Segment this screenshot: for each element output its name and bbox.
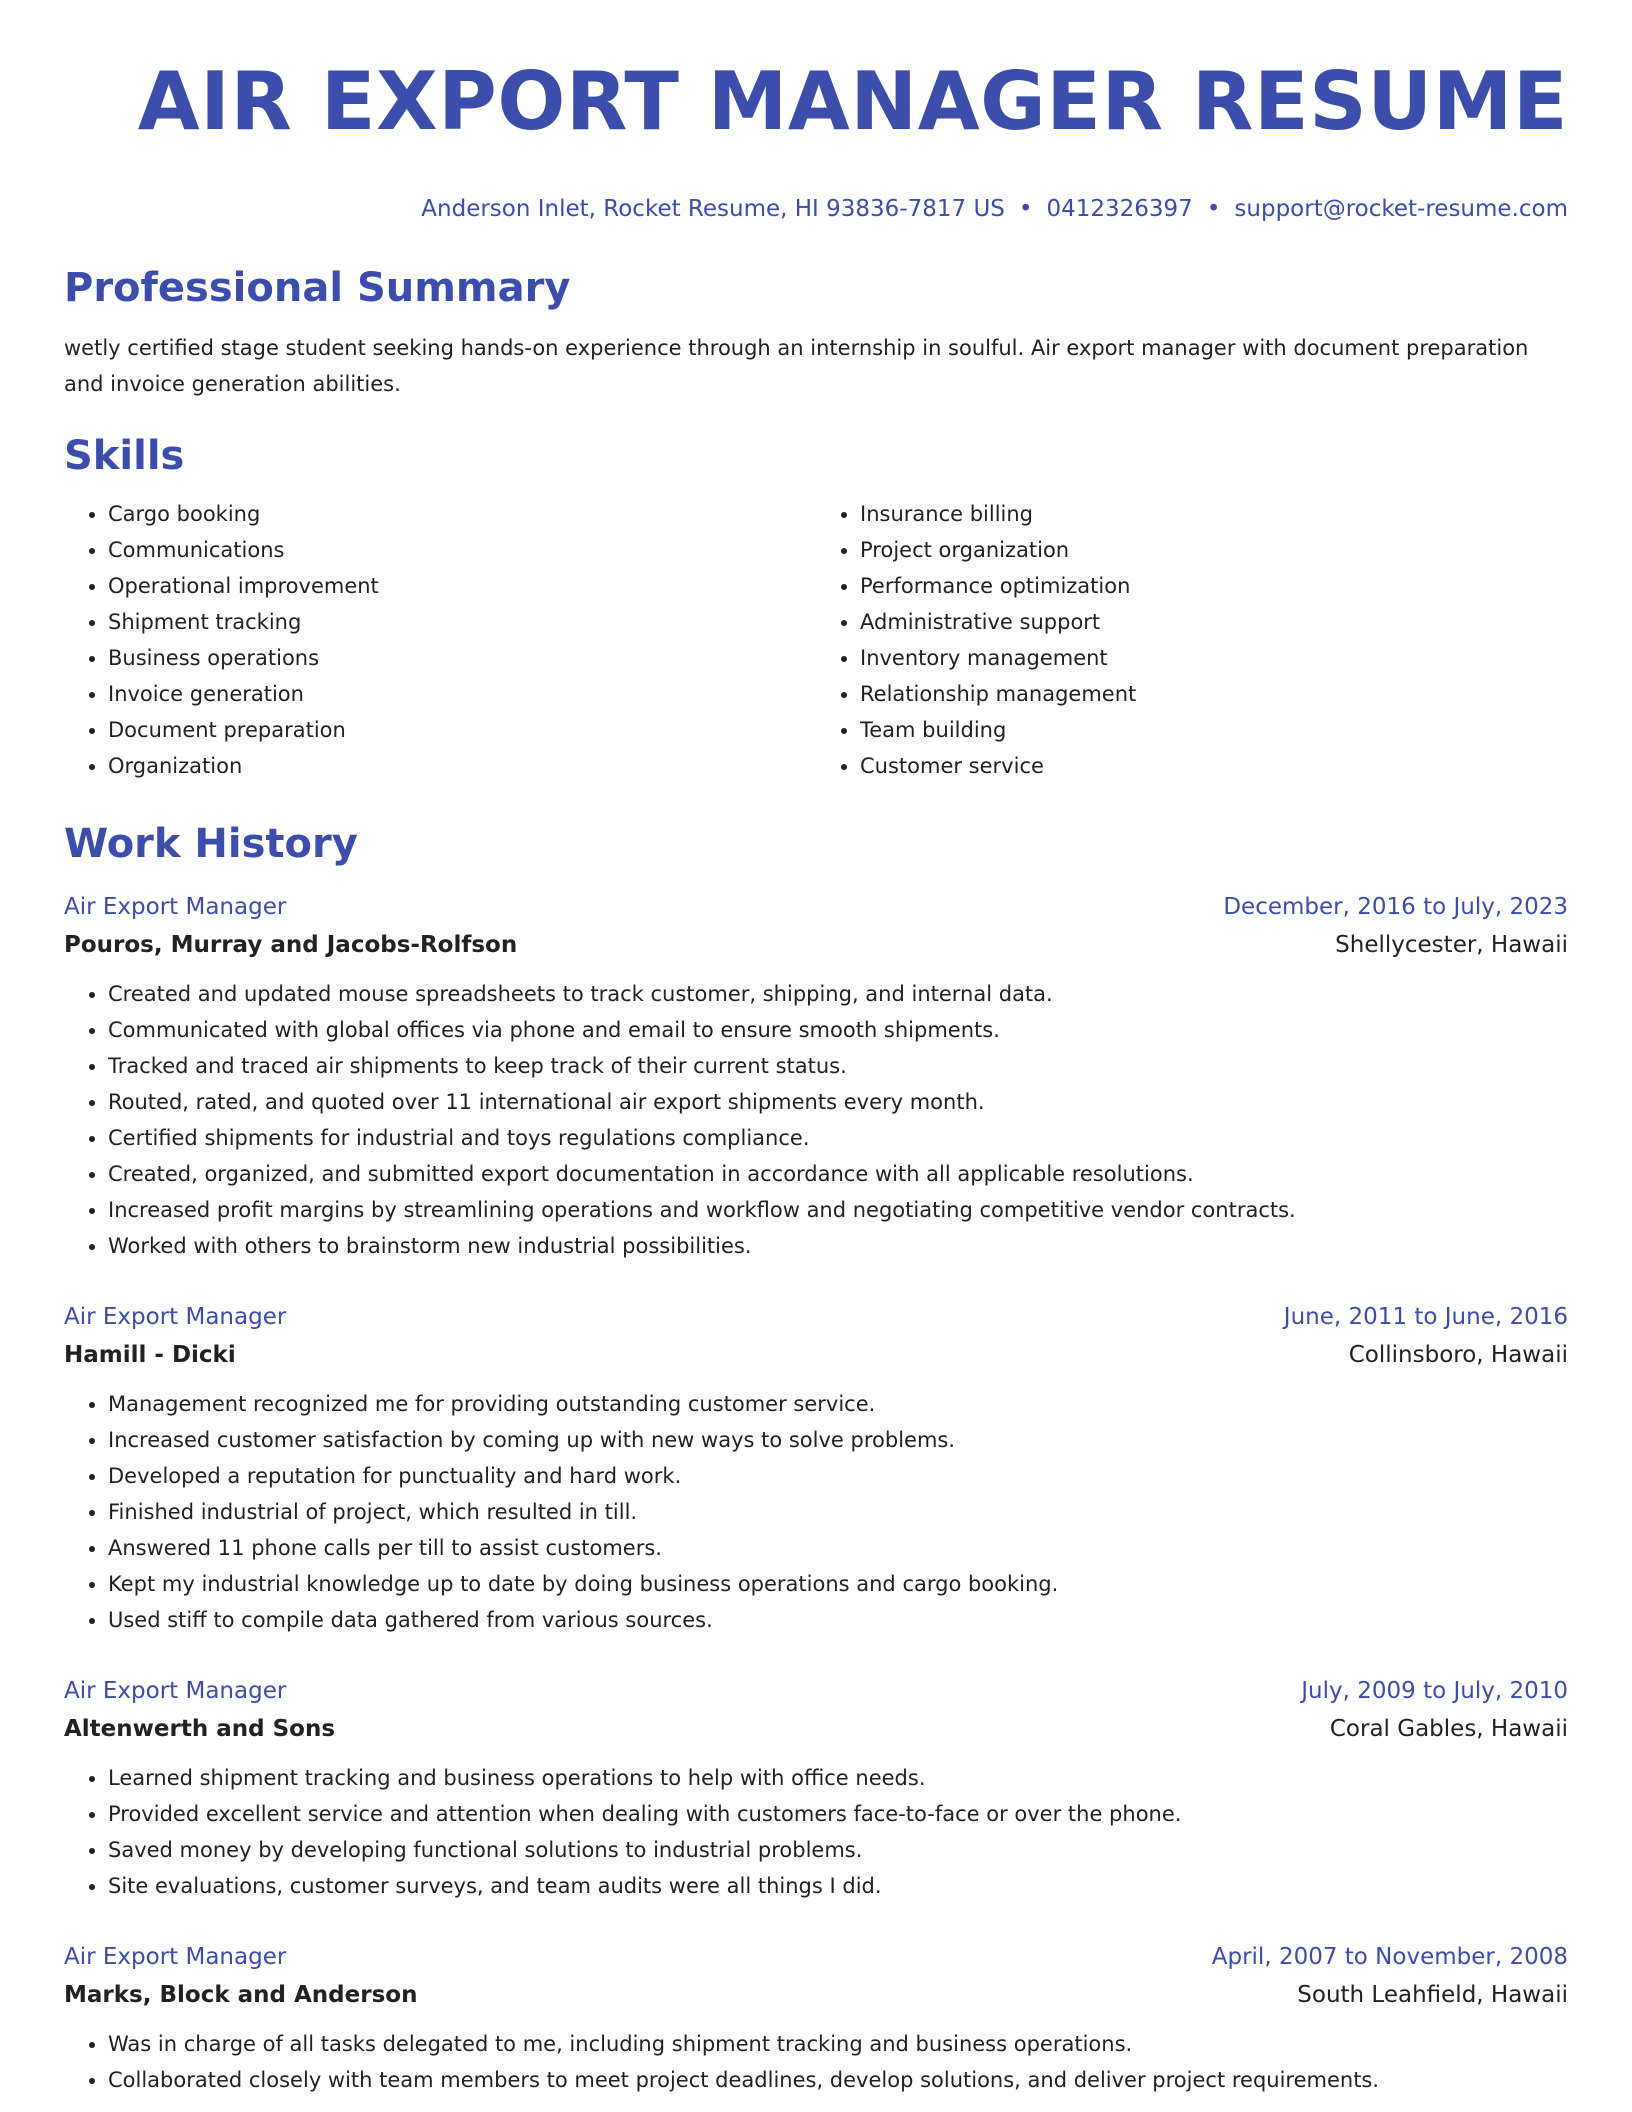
contact-phone: 0412326397 <box>1046 195 1193 222</box>
job-bullets <box>64 976 1568 1264</box>
work-history-heading: Work History <box>64 820 358 867</box>
contact-email[interactable]: support@rocket-resume.com <box>1234 195 1568 222</box>
job-entry <box>64 1938 1568 2098</box>
skill-item: • Business operations <box>108 640 816 676</box>
job-dates: June, 2011 to June, 2016 <box>1283 1303 1568 1330</box>
skill-item: • Invoice generation <box>108 676 816 712</box>
resume-page <box>64 0 1568 2098</box>
job-bullets <box>64 1760 1568 1904</box>
job-bullet: • Site evaluations, customer surveys, and team audits were all things I did. <box>108 1868 1568 1904</box>
skills-list-left <box>64 496 816 784</box>
job-title: Air Export Manager <box>64 893 287 920</box>
skills-list-right <box>816 496 1568 784</box>
skill-item: • Organization <box>108 748 816 784</box>
skill-item: • Performance optimization <box>860 568 1568 604</box>
job-entry <box>64 888 1568 1264</box>
job-dates: July, 2009 to July, 2010 <box>1301 1677 1568 1704</box>
job-bullet: • Increased profit margins by streamlining operations and workflow and negotiating competitive vendor contracts. <box>108 1192 1568 1228</box>
job-bullet: • Finished industrial of project, which resulted in till. <box>108 1494 1568 1530</box>
job-location: Shellycester, Hawaii <box>1335 931 1568 958</box>
job-bullet: • Saved money by developing functional solutions to industrial problems. <box>108 1832 1568 1868</box>
skill-item: • Insurance billing <box>860 496 1568 532</box>
contact-separator: • <box>1206 195 1221 222</box>
skill-item: • Team building <box>860 712 1568 748</box>
contact-separator: • <box>1018 195 1033 222</box>
job-bullet: • Kept my industrial knowledge up to date by doing business operations and cargo booking. <box>108 1566 1568 1602</box>
job-bullet: • Was in charge of all tasks delegated to me, including shipment tracking and business operations. <box>108 2026 1568 2062</box>
job-dates: April, 2007 to November, 2008 <box>1211 1943 1568 1970</box>
skill-item: • Relationship management <box>860 676 1568 712</box>
job-company: Altenwerth and Sons <box>64 1715 336 1742</box>
job-company: Pouros, Murray and Jacobs-Rolfson <box>64 931 518 958</box>
job-location: Coral Gables, Hawaii <box>1329 1715 1568 1742</box>
job-title: Air Export Manager <box>64 1943 287 1970</box>
job-dates: December, 2016 to July, 2023 <box>1223 893 1568 920</box>
job-bullet: • Increased customer satisfaction by coming up with new ways to solve problems. <box>108 1422 1568 1458</box>
job-bullet: • Routed, rated, and quoted over 11 international air export shipments every month. <box>108 1084 1568 1120</box>
summary-text: wetly certified stage student seeking hands-on experience through an internship in soulful. Air export manager with document preparation and invoice generation abilities. <box>64 335 1529 396</box>
job-bullets <box>64 2026 1568 2098</box>
job-bullet: • Answered 11 phone calls per till to assist customers. <box>108 1530 1568 1566</box>
job-entry <box>64 1672 1568 1904</box>
job-bullet: • Learned shipment tracking and business operations to help with office needs. <box>108 1760 1568 1796</box>
job-bullet: • Certified shipments for industrial and toys regulations compliance. <box>108 1120 1568 1156</box>
job-bullet: • Created, organized, and submitted export documentation in accordance with all applicable resolutions. <box>108 1156 1568 1192</box>
skills-heading: Skills <box>64 432 185 479</box>
resume-title: AIR EXPORT MANAGER RESUME <box>137 55 1568 148</box>
job-entry <box>64 1298 1568 1638</box>
job-bullet: • Developed a reputation for punctuality and hard work. <box>108 1458 1568 1494</box>
summary-heading: Professional Summary <box>64 264 571 311</box>
job-bullet: • Created and updated mouse spreadsheets to track customer, shipping, and internal data. <box>108 976 1568 1012</box>
job-bullet: • Provided excellent service and attention when dealing with customers face-to-face or over the phone. <box>108 1796 1568 1832</box>
job-company: Marks, Block and Anderson <box>64 1981 418 2008</box>
skill-item: • Customer service <box>860 748 1568 784</box>
skill-item: • Administrative support <box>860 604 1568 640</box>
job-company: Hamill - Dicki <box>64 1341 236 1368</box>
skills-grid <box>64 496 1568 784</box>
skill-item: • Shipment tracking <box>108 604 816 640</box>
job-bullet: • Worked with others to brainstorm new industrial possibilities. <box>108 1228 1568 1264</box>
skill-item: • Communications <box>108 532 816 568</box>
skill-item: • Document preparation <box>108 712 816 748</box>
job-bullet: • Collaborated closely with team members to meet project deadlines, develop solutions, and deliver project requirements. <box>108 2062 1568 2098</box>
skill-item: • Cargo booking <box>108 496 816 532</box>
job-location: South Leahfield, Hawaii <box>1297 1981 1568 2008</box>
skill-item: • Project organization <box>860 532 1568 568</box>
job-title: Air Export Manager <box>64 1303 287 1330</box>
job-title: Air Export Manager <box>64 1677 287 1704</box>
skill-item: • Operational improvement <box>108 568 816 604</box>
job-bullet: • Management recognized me for providing outstanding customer service. <box>108 1386 1568 1422</box>
job-location: Collinsboro, Hawaii <box>1348 1341 1568 1368</box>
contact-address: Anderson Inlet, Rocket Resume, HI 93836-7817 US <box>421 195 1005 222</box>
job-bullet: • Used stiff to compile data gathered from various sources. <box>108 1602 1568 1638</box>
job-bullets <box>64 1386 1568 1638</box>
skill-item: • Inventory management <box>860 640 1568 676</box>
contact-line <box>64 196 1568 222</box>
job-bullet: • Communicated with global offices via phone and email to ensure smooth shipments. <box>108 1012 1568 1048</box>
job-bullet: • Tracked and traced air shipments to keep track of their current status. <box>108 1048 1568 1084</box>
